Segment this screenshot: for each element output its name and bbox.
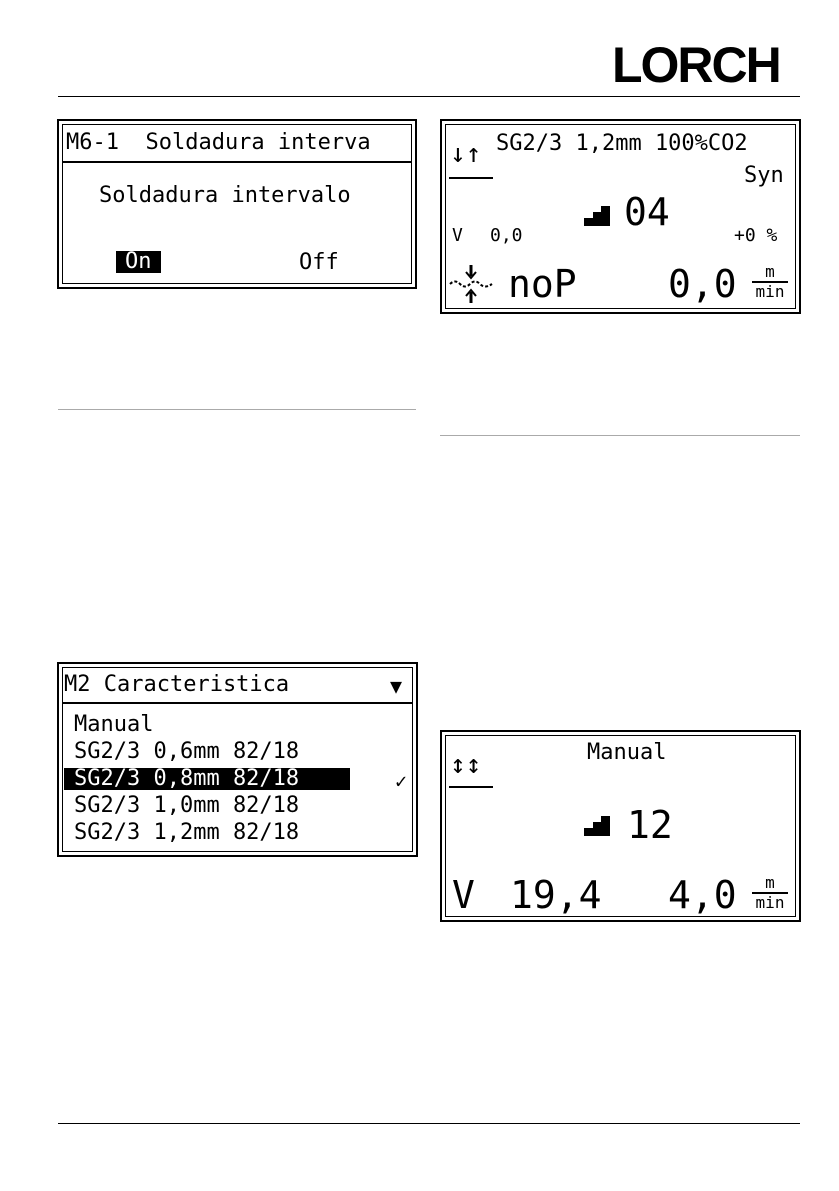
lcd-screen-synergic bbox=[440, 119, 801, 314]
unit-denominator: min bbox=[755, 893, 785, 912]
brand-logo: LORCH bbox=[612, 37, 780, 93]
job-number: 04 bbox=[624, 190, 670, 234]
lcd-screen-characteristic bbox=[57, 662, 418, 857]
check-icon: ✓ bbox=[395, 769, 408, 793]
option-off[interactable]: Off bbox=[299, 250, 339, 275]
four-stroke-arrows-icon: ↕↕ bbox=[450, 750, 482, 780]
wire-speed-value: 4,0 bbox=[668, 873, 737, 917]
mode-label: Syn bbox=[744, 163, 784, 188]
voltage-value: 0,0 bbox=[490, 225, 523, 246]
unit-numerator: m bbox=[765, 262, 775, 281]
section-divider-left bbox=[58, 409, 416, 410]
list-item[interactable]: SG2/3 0,6mm 82/18 bbox=[74, 739, 300, 764]
section-divider-right bbox=[440, 435, 800, 436]
list-item[interactable]: Manual bbox=[74, 712, 154, 737]
scroll-down-icon[interactable]: ▼ bbox=[390, 674, 403, 698]
step-icon bbox=[584, 816, 610, 836]
lcd-screen-manual bbox=[440, 730, 801, 922]
wire-feed-icon bbox=[448, 263, 494, 305]
voltage-label: V bbox=[452, 225, 463, 246]
list-item-selected[interactable]: SG2/3 0,8mm 82/18 bbox=[64, 768, 350, 790]
list-item[interactable]: SG2/3 1,0mm 82/18 bbox=[74, 793, 300, 818]
list-item[interactable]: SG2/3 1,2mm 82/18 bbox=[74, 820, 300, 845]
step-icon bbox=[584, 206, 610, 226]
voltage-label: V bbox=[452, 873, 475, 917]
screen-title: M2 Caracteristica bbox=[64, 672, 290, 697]
header-rule bbox=[58, 96, 800, 97]
screen-message: Soldadura intervalo bbox=[99, 183, 351, 208]
arrows-underline bbox=[449, 786, 493, 788]
correction-value: +0 % bbox=[734, 225, 778, 246]
speed-unit bbox=[752, 875, 788, 911]
wire-status: noP bbox=[508, 262, 577, 306]
arrows-underline bbox=[449, 177, 493, 179]
voltage-value: 19,4 bbox=[510, 873, 602, 917]
wire-speed-value: 0,0 bbox=[668, 262, 737, 306]
title-divider bbox=[63, 702, 412, 704]
two-stroke-arrows-icon: ↓↑ bbox=[450, 139, 482, 169]
job-number: 12 bbox=[627, 803, 673, 847]
speed-unit bbox=[752, 264, 788, 300]
title-divider bbox=[63, 161, 411, 163]
program-label: SG2/3 1,2mm 100%CO2 bbox=[496, 131, 748, 156]
unit-denominator: min bbox=[755, 282, 785, 301]
lcd-screen-interval bbox=[57, 119, 417, 289]
option-on[interactable]: On bbox=[116, 251, 161, 273]
unit-numerator: m bbox=[765, 873, 775, 892]
footer-rule bbox=[58, 1123, 800, 1124]
program-label: Manual bbox=[587, 740, 667, 765]
screen-title: M6-1 Soldadura interva bbox=[66, 130, 371, 155]
